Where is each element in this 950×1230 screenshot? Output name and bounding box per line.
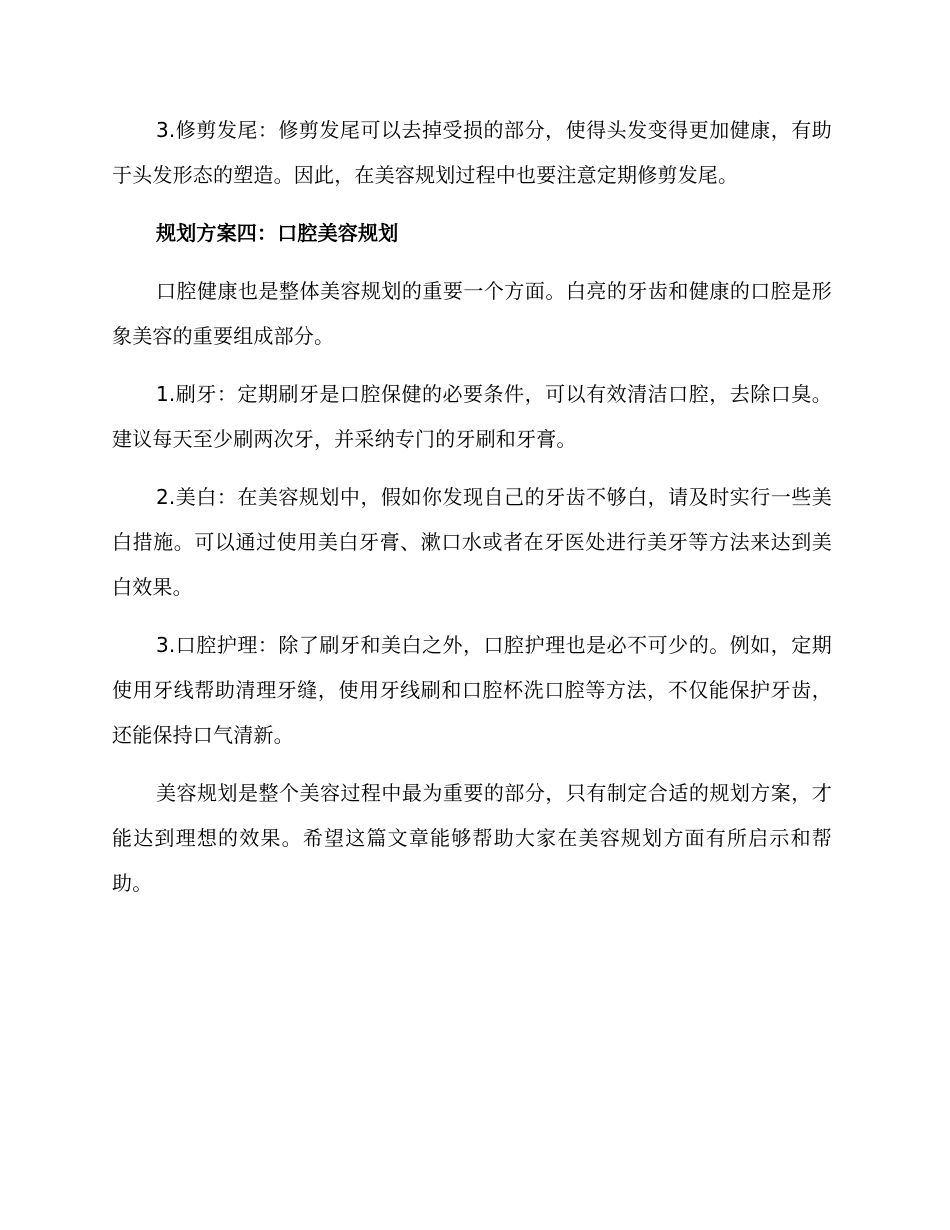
paragraph-brushing: 1.刷牙：定期刷牙是口腔保健的必要条件，可以有效清洁口腔，去除口臭。建议每天至少刷两次牙，并采纳专门的牙刷和牙膏。 (112, 382, 832, 451)
document-page (112, 108, 832, 906)
paragraph-oral-care: 3.口腔护理：除了刷牙和美白之外，口腔护理也是必不可少的。例如，定期使用牙线帮助清理牙缝，使用牙线刷和口腔杯洗口腔等方法，不仅能保护牙齿，还能保持口气清新。 (112, 633, 832, 747)
paragraph-trim-hair-ends: 3.修剪发尾：修剪发尾可以去掉受损的部分，使得头发变得更加健康，有助于头发形态的塑造。因此，在美容规划过程中也要注意定期修剪发尾。 (112, 118, 832, 187)
section-heading-oral-beauty-plan: 规划方案四：口腔美容规划 (156, 221, 399, 245)
paragraph-oral-health-intro: 口腔健康也是整体美容规划的重要一个方面。白亮的牙齿和健康的口腔是形象美容的重要组成部分。 (112, 279, 832, 348)
paragraph-whitening: 2.美白：在美容规划中，假如你发现自己的牙齿不够白，请及时实行一些美白措施。可以通过使用美白牙膏、漱口水或者在牙医处进行美牙等方法来达到美白效果。 (112, 485, 832, 599)
paragraph-conclusion: 美容规划是整个美容过程中最为重要的部分，只有制定合适的规划方案，才能达到理想的效果。希望这篇文章能够帮助大家在美容规划方面有所启示和帮助。 (112, 781, 832, 895)
